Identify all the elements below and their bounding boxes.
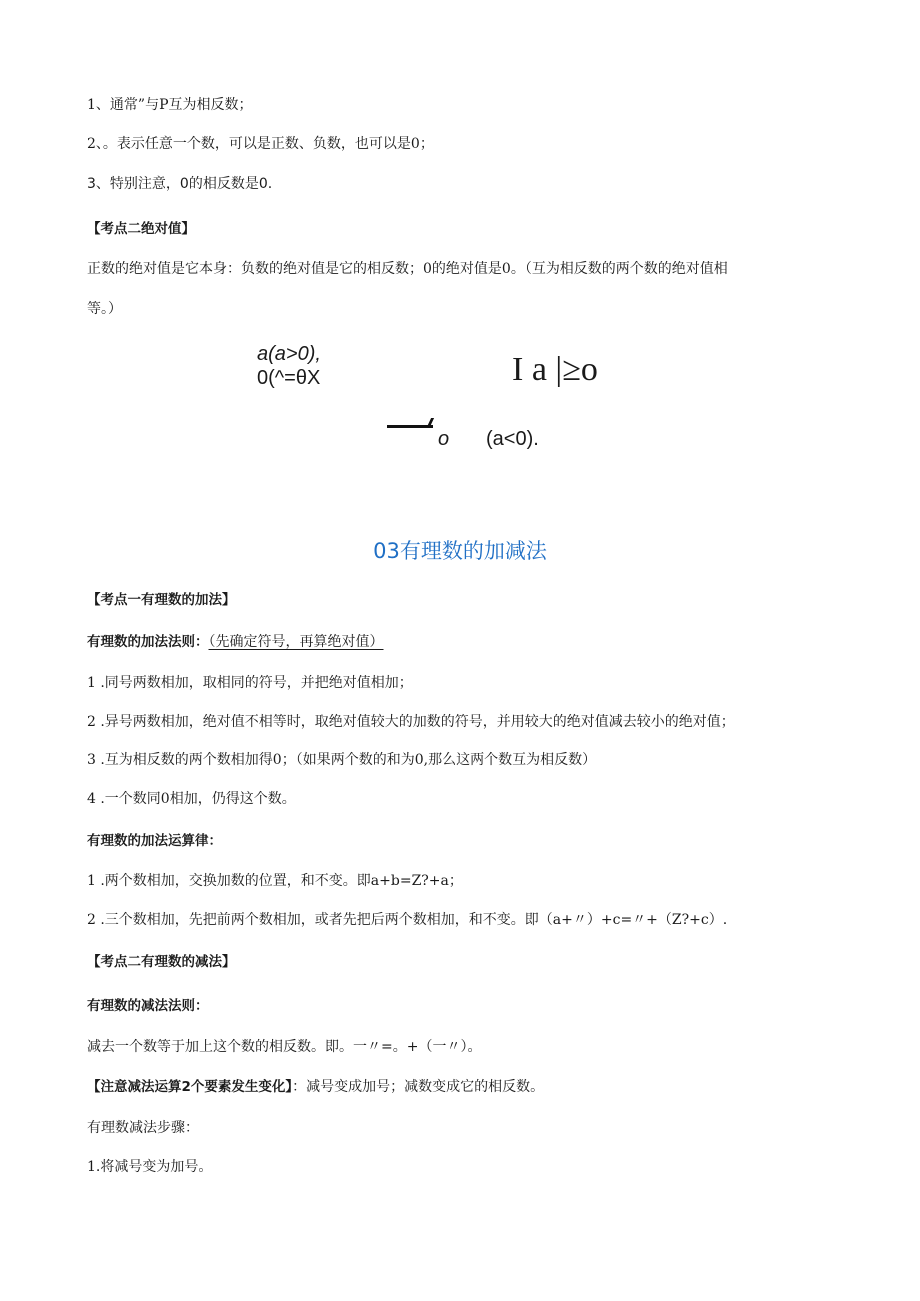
formula-case-positive	[257, 342, 321, 366]
line-opposite-1: 1、通常”与P互为相反数；	[87, 97, 253, 113]
addition-rule-note: （先确定符号，再算绝对值）	[208, 634, 384, 650]
addition-item-1: 1 .同号两数相加，取相同的符号，并把绝对值相加；	[87, 675, 413, 691]
subtraction-note-text: ：减号变成加号；减数变成它的相反数。	[292, 1079, 545, 1095]
addition-law-1: 1 .两个数相加，交换加数的位置，和不变。即a+b=Z?+a；	[87, 873, 463, 889]
formula-case-negative-o: o	[438, 428, 450, 450]
addition-item-4: 4 .一个数同0相加，仍得这个数。	[87, 791, 296, 807]
addition-item-2: 2 .异号两数相加，绝对值不相等时，取绝对值较大的加数的符号，并用较大的绝对值减去较小的绝对值；	[87, 714, 735, 730]
section-title-absolute-value: 【考点二绝对值】	[87, 221, 195, 237]
formula-case-zero: 0(^=θX	[257, 367, 321, 389]
subtraction-step-1: 1.将减号变为加号。	[87, 1159, 213, 1175]
section-heading: 03有理数的加减法	[373, 539, 547, 563]
formula-case-negative-condition: (a<0).	[486, 428, 539, 450]
subtraction-note-line	[87, 1077, 544, 1097]
subtraction-rule-label: 有理数的减法法则：	[87, 998, 209, 1014]
absolute-value-text-2: 等。）	[87, 301, 122, 317]
addition-law-2: 2 .三个数相加，先把前两个数相加，或者先把后两个数相加，和不变。即（a+〃）+c=〃+（Z?+c）.	[87, 912, 728, 928]
absolute-value-text-1: 正数的绝对值是它本身：负数的绝对值是它的相反数；0的绝对值是0。（互为相反数的两个数的绝对值相	[87, 261, 728, 277]
formula-abs-nonnegative: I a |≥o	[512, 351, 598, 388]
section-title-addition: 【考点一有理数的加法】	[87, 592, 236, 608]
addition-rule-line	[87, 632, 384, 652]
line-opposite-2: 2、。表示任意一个数，可以是正数、负数，也可以是0；	[87, 136, 434, 152]
line-opposite-3: 3、特别注意，0的相反数是0.	[87, 176, 273, 192]
subtraction-steps-label: 有理数减法步骤：	[87, 1120, 199, 1136]
subtraction-rule-text: 减去一个数等于加上这个数的相反数。即。一〃=。+（一〃）。	[87, 1039, 482, 1055]
formula-case-positive-text: a(a>0),	[257, 343, 321, 365]
addition-rule-label: 有理数的加法法则：	[87, 634, 209, 650]
formula-minus-tick	[427, 418, 434, 427]
section-title-subtraction: 【考点二有理数的减法】	[87, 954, 236, 970]
addition-law-label: 有理数的加法运算律：	[87, 833, 222, 849]
subtraction-note-bold: 【注意减法运算2个要素发生变化】	[87, 1079, 293, 1095]
addition-item-3: 3 .互为相反数的两个数相加得0；（如果两个数的和为0,那么这两个数互为相反数）	[87, 752, 597, 768]
